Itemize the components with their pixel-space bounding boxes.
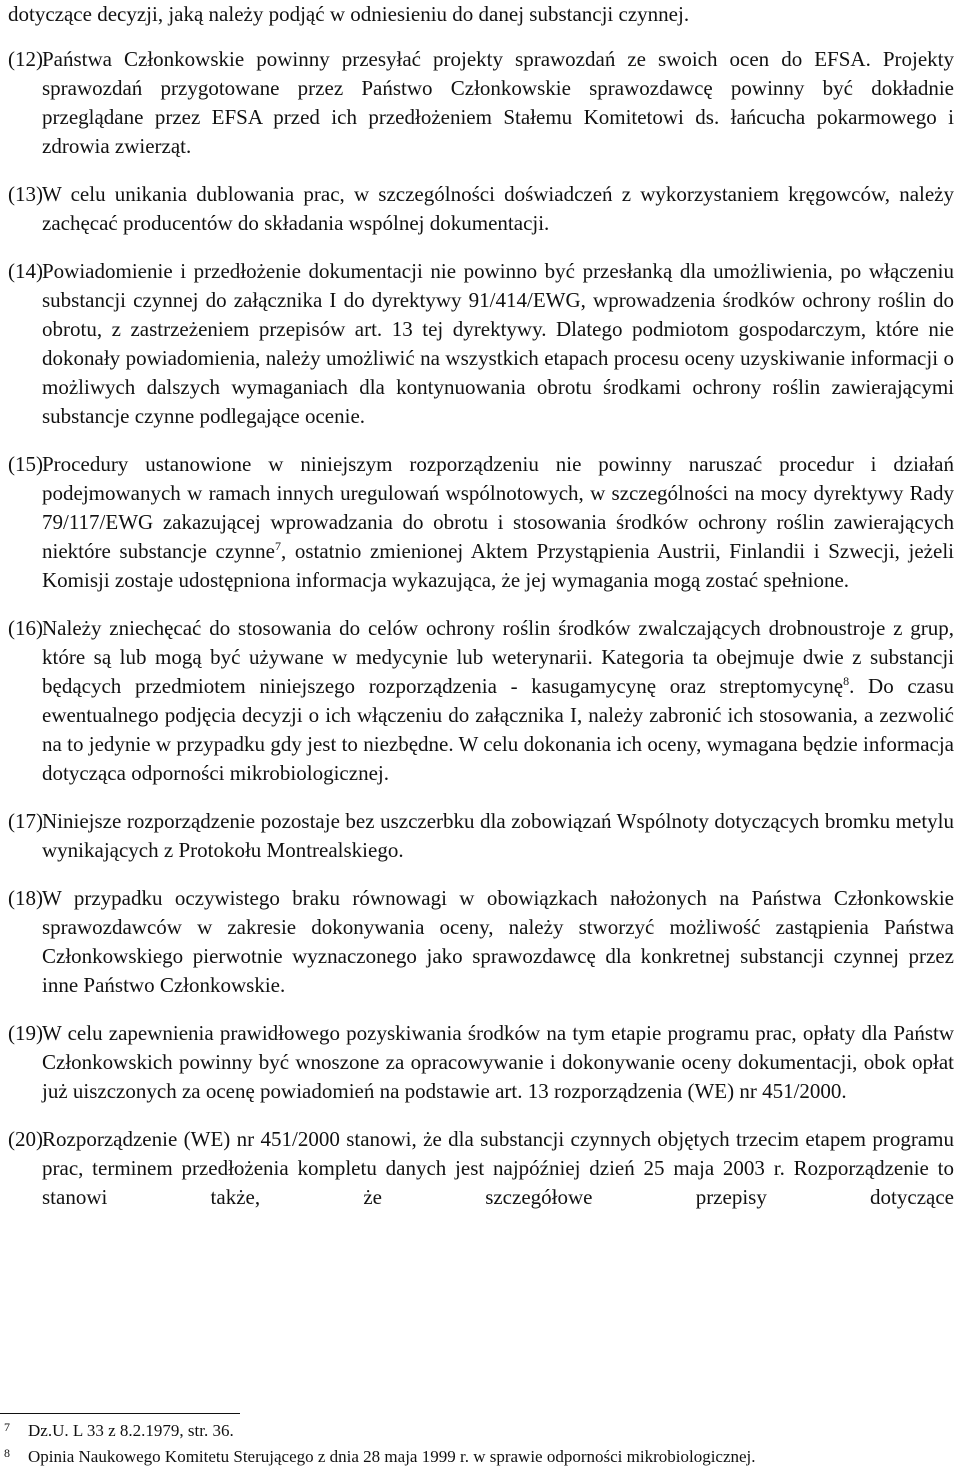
recital-number: (16) bbox=[8, 616, 43, 640]
footnote-8 bbox=[0, 1444, 958, 1470]
recital-text: Państwa Członkowskie powinny przesyłać projekty sprawozdań ze swoich ocen do EFSA. Projekty sprawozdań przygotowane przez Państwo Członkowskie sprawozdawcę powinny być dokładnie przeglądane przez EFSA przed ich przedłożeniem Stałemu Komitetowi ds. łańcucha pokarmowego i zdrowia zwierząt. bbox=[42, 47, 954, 158]
recital-number: (19) bbox=[8, 1021, 43, 1045]
recital-text-after-ref: , ostatnio zmienionej Aktem Przystąpienia Austrii, Finlandii i Szwecji, jeżeli Komisji zostaje udostępniona informacja wykazująca, że jej wymagania mogą zostać spełnione. bbox=[42, 539, 954, 592]
recital-text: Powiadomienie i przedłożenie dokumentacji nie powinno być przesłanką dla umożliwienia, po włączeniu substancji czynnej do załącznika I do dyrektywy 91/414/EWG, wprowadzenia środków ochrony roślin do obrotu, z zastrzeżeniem przepisów art. 13 tej dyrektywy. Dlatego podmiotom gospodarczym, które nie dokonały powiadomienia, należy umożliwić na wszystkich etapach procesu oceny uzyskiwanie informacji o możliwych dalszych wymaganiach dla kontynuowania obrotu środkami ochrony roślin zawierającymi substancje czynne podlegające ocenie. bbox=[42, 259, 954, 428]
footnote-separator bbox=[0, 1413, 240, 1414]
recital-15 bbox=[0, 450, 954, 595]
footnote-reference[interactable]: 8 bbox=[843, 674, 850, 688]
recital-text-before-ref: Należy zniechęcać do stosowania do celów ochrony roślin środków zwalczających drobnoustroje z grup, które są lub mogą być używane w medycynie lub weterynarii. Kategoria ta obejmuje dwie z substancji będących przedmiotem niniejszego rozporządzenia - kasugamycynę oraz streptomycynę bbox=[42, 616, 954, 698]
recital-16 bbox=[0, 614, 954, 788]
recital-12 bbox=[0, 45, 954, 161]
recital-number: (13) bbox=[8, 182, 43, 206]
recital-number: (12) bbox=[8, 47, 43, 71]
recital-text: Niniejsze rozporządzenie pozostaje bez uszczerbku dla zobowiązań Wspólnoty dotyczących bromku metylu wynikających z Protokołu Montrealskiego. bbox=[42, 809, 954, 862]
recital-text-before-ref: Procedury ustanowione w niniejszym rozporządzeniu nie powinny naruszać procedur i działań podejmowanych w ramach innych uregulowań wspólnotowych, w szczególności na mocy dyrektywy Rady 79/117/EWG zakazującej wprowadzania do obrotu i stosowania środków ochrony roślin zawierających niektóre substancje czynne bbox=[42, 452, 954, 563]
footnote-7 bbox=[0, 1418, 958, 1444]
recital-text: W celu unikania dublowania prac, w szczególności doświadczeń z wykorzystaniem kręgowców, należy zachęcać producentów do składania wspólnej dokumentacji. bbox=[42, 182, 954, 235]
recitals-list bbox=[0, 45, 960, 1231]
footnote-reference[interactable]: 7 bbox=[274, 539, 281, 553]
footnote-list bbox=[0, 1418, 958, 1470]
footnote-text: Opinia Naukowego Komitetu Sterującego z dnia 28 maja 1999 r. w sprawie odporności mikrobiologicznej. bbox=[28, 1447, 756, 1466]
recital-text-after-ref: . Do czasu ewentualnego podjęcia decyzji o ich włączeniu do załącznika I, należy zabronić ich stosowania, a zezwolić na to jedynie w przypadku gdy jest to niezbędne. W celu dokonania ich oceny, wymagana będzie informacja dotycząca odporności mikrobiologicznej. bbox=[42, 674, 954, 785]
footnote-number: 8 bbox=[4, 1446, 10, 1460]
footnote-text: Dz.U. L 33 z 8.2.1979, str. 36. bbox=[28, 1421, 234, 1440]
recital-18 bbox=[0, 884, 954, 1000]
recital-20 bbox=[0, 1125, 954, 1212]
recital-text: W celu zapewnienia prawidłowego pozyskiwania środków na tym etapie programu prac, opłaty dla Państw Członkowskich powinny być wnoszone za opracowywanie i dokonywanie oceny dokumentacji, obok opłat już uiszczonych za ocenę powiadomień na podstawie art. 13 rozporządzenia (WE) nr 451/2000. bbox=[42, 1021, 954, 1103]
recital-17 bbox=[0, 807, 954, 865]
recital-13 bbox=[0, 180, 954, 238]
recital-text: Rozporządzenie (WE) nr 451/2000 stanowi, że dla substancji czynnych objętych trzecim etapem programu prac, terminem przedłożenia kompletu danych jest najpóźniej dzień 25 maja 2003 r. Rozporządzenie to stanowi także, że szczegółowe przepisy dotyczące bbox=[42, 1127, 954, 1209]
continuation-text: dotyczące decyzji, jaką należy podjąć w odniesieniu do danej substancji czynnej. bbox=[8, 2, 690, 26]
footnote-number: 7 bbox=[4, 1420, 10, 1434]
recital-number: (17) bbox=[8, 809, 43, 833]
recital-19 bbox=[0, 1019, 954, 1106]
recital-number: (20) bbox=[8, 1127, 43, 1151]
recital-text: W przypadku oczywistego braku równowagi w obowiązkach nałożonych na Państwa Członkowskie sprawozdawców w zakresie dokonywania oceny, należy stworzyć możliwość zastąpienia Państwa Członkowskiego pierwotnie wyznaczonego jako sprawozdawcę dla konkretnej substancji czynnej przez inne Państwo Członkowskie. bbox=[42, 886, 954, 997]
recital-number: (18) bbox=[8, 886, 43, 910]
recital-number: (15) bbox=[8, 452, 43, 476]
recital-14 bbox=[0, 257, 954, 431]
recital-number: (14) bbox=[8, 259, 43, 283]
